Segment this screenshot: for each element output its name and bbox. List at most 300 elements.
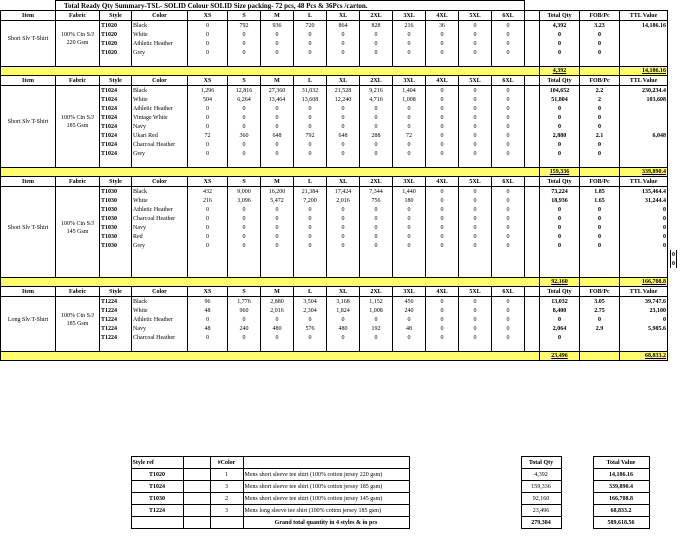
size-qty: 0 [492, 86, 525, 96]
color-name: Black [132, 297, 188, 307]
gap-cell [525, 214, 540, 223]
header-size-xs: XS [188, 177, 228, 187]
style-summary-table [0, 456, 650, 529]
empty-cell [100, 158, 132, 168]
empty-cell [393, 342, 426, 352]
size-qty: 0 [426, 122, 459, 131]
header-size-3xl: 3XL [393, 287, 426, 297]
size-qty: 0 [261, 104, 294, 113]
empty-cell [620, 259, 668, 268]
empty-cell [580, 250, 620, 259]
size-qty: 9,000 [228, 187, 261, 197]
empty-cell [525, 250, 540, 259]
size-qty: 0 [228, 205, 261, 214]
empty-cell [540, 342, 580, 352]
row-total-qty: 0 [540, 149, 580, 158]
size-qty: 0 [188, 232, 228, 241]
header-size-5xl: 5XL [459, 11, 492, 21]
header-size-xs: XS [188, 11, 228, 21]
size-qty: 0 [360, 30, 393, 39]
style-code: T1024 [100, 86, 132, 96]
size-qty: 648 [261, 131, 294, 140]
style-code: T1020 [100, 48, 132, 57]
header-fabric: Fabric [56, 287, 100, 297]
empty-cell [360, 268, 393, 278]
style-code: T1024 [100, 149, 132, 158]
summary-description: Mens long sleeve tee shirt (100% cotton jersey 185 gsm) [243, 505, 409, 517]
empty-cell [580, 259, 620, 268]
summary-qty: 159,336 [521, 481, 561, 493]
empty-cell [525, 259, 540, 268]
size-qty: 21,528 [327, 86, 360, 96]
subtotal-fill [580, 278, 620, 287]
row-total-qty: 8,400 [540, 306, 580, 315]
summary-color-header: #Color [210, 457, 243, 469]
summary-row [0, 493, 649, 505]
header-ttl-value: TTL Value [620, 76, 668, 86]
summary-value-header: Total Value [593, 457, 649, 469]
subtotal-qty: 23,496 [540, 352, 580, 361]
size-qty: 576 [294, 324, 327, 333]
header-size-4xl: 4XL [426, 11, 459, 21]
extra-value: 0 [672, 251, 675, 258]
empty-cell [540, 57, 580, 67]
style-code: T1024 [100, 113, 132, 122]
size-qty: 936 [261, 21, 294, 31]
size-qty: 0 [426, 241, 459, 250]
row-value: 230,234.4 [620, 86, 668, 96]
subtotal-qty: 92,160 [540, 278, 580, 287]
item-name: Short Slv T-Shirt [1, 21, 56, 58]
empty-cell [261, 57, 294, 67]
size-qty: 0 [360, 232, 393, 241]
size-qty: 0 [327, 48, 360, 57]
size-qty: 0 [327, 140, 360, 149]
color-name: Athletic Heather [132, 205, 188, 214]
size-qty: 0 [327, 149, 360, 158]
size-qty: 0 [294, 232, 327, 241]
header-size-5xl: 5XL [459, 177, 492, 187]
size-qty: 17,424 [327, 187, 360, 197]
row-fob: 1.85 [580, 187, 620, 197]
header-size-6xl: 6XL [492, 287, 525, 297]
size-qty: 0 [327, 39, 360, 48]
size-qty: 3,168 [327, 297, 360, 307]
header-size-xs: XS [188, 76, 228, 86]
table-row [1, 122, 677, 131]
subtotal-row [1, 67, 677, 76]
gap-cell [525, 149, 540, 158]
size-qty: 0 [492, 297, 525, 307]
table-row [1, 149, 677, 158]
subtotal-fill [1, 67, 540, 76]
size-qty: 0 [459, 86, 492, 96]
header-size-s: S [228, 11, 261, 21]
table-row [1, 259, 677, 268]
size-qty: 0 [492, 306, 525, 315]
header-size-4xl: 4XL [426, 177, 459, 187]
header-gap [525, 177, 540, 187]
gap-cell [525, 140, 540, 149]
spacer [0, 481, 131, 493]
row-fob: 0 [580, 122, 620, 131]
size-qty: 0 [459, 131, 492, 140]
summary-color-count: 2 [210, 493, 243, 505]
style-code: T1224 [100, 315, 132, 324]
empty-cell [327, 250, 360, 259]
size-qty: 0 [327, 30, 360, 39]
header-fabric: Fabric [56, 76, 100, 86]
size-qty: 0 [360, 140, 393, 149]
size-qty: 0 [459, 104, 492, 113]
gap-cell [525, 196, 540, 205]
empty-cell [327, 57, 360, 67]
empty-cell [426, 342, 459, 352]
spacer [183, 505, 210, 517]
size-qty: 13,608 [294, 95, 327, 104]
size-qty: 0 [327, 333, 360, 342]
header-style: Style [100, 76, 132, 86]
size-qty: 288 [360, 131, 393, 140]
empty-cell [459, 158, 492, 168]
header-size-2xl: 2XL [360, 76, 393, 86]
size-qty: 0 [426, 187, 459, 197]
size-qty: 3,096 [228, 196, 261, 205]
size-qty: 180 [393, 196, 426, 205]
header-size-5xl: 5XL [459, 76, 492, 86]
blank-row [1, 342, 677, 352]
row-total-qty: 0 [540, 113, 580, 122]
size-qty: 0 [492, 223, 525, 232]
subtotal-qty: 159,336 [540, 168, 580, 177]
summary-value: 68,833.2 [593, 505, 649, 517]
empty-cell [360, 259, 393, 268]
size-qty: 0 [188, 113, 228, 122]
spacer [525, 1, 668, 11]
row-fob: 3.05 [580, 297, 620, 307]
header-row [1, 287, 677, 297]
spacer [409, 469, 521, 481]
size-qty: 7,344 [360, 187, 393, 197]
size-qty: 480 [327, 324, 360, 333]
empty-cell [327, 268, 360, 278]
summary-header-row [0, 457, 649, 469]
subtotal-value: 68,833.2 [620, 352, 668, 361]
color-name: Charcoal Heather [132, 140, 188, 149]
gap-cell [525, 324, 540, 333]
style-code: T1030 [100, 187, 132, 197]
blank-row [1, 158, 677, 168]
color-name: Navy [132, 122, 188, 131]
row-value: 14,186.16 [620, 21, 668, 31]
row-total-qty: 0 [540, 39, 580, 48]
size-qty: 1,008 [393, 95, 426, 104]
row-fob: 0 [580, 232, 620, 241]
empty-cell [100, 268, 132, 278]
size-qty: 0 [228, 122, 261, 131]
summary-color-count: 3 [210, 505, 243, 517]
style-code: T1030 [100, 205, 132, 214]
size-qty: 0 [459, 297, 492, 307]
header-size-s: S [228, 287, 261, 297]
row-fob: 2 [580, 95, 620, 104]
color-name: Grey [132, 241, 188, 250]
size-qty: 0 [294, 149, 327, 158]
row-fob: 0 [580, 113, 620, 122]
size-qty: 0 [261, 113, 294, 122]
color-name: Grey [132, 149, 188, 158]
style-code: T1024 [100, 122, 132, 131]
spacer [183, 493, 210, 505]
row-fob [580, 333, 620, 342]
size-qty: 0 [459, 39, 492, 48]
empty-cell [188, 158, 228, 168]
header-fob: FOB/Pc [580, 11, 620, 21]
size-qty: 0 [327, 223, 360, 232]
size-qty: 0 [459, 21, 492, 31]
row-value [620, 104, 668, 113]
size-qty: 96 [188, 297, 228, 307]
summary-style: T1224 [131, 505, 183, 517]
color-name: Charcoal Heather [132, 333, 188, 342]
size-qty: 0 [426, 30, 459, 39]
style-code: T1030 [100, 241, 132, 250]
empty-cell [294, 259, 327, 268]
row-total-qty: 0 [540, 30, 580, 39]
color-name: White [132, 306, 188, 315]
size-qty: 0 [188, 205, 228, 214]
size-qty: 0 [426, 232, 459, 241]
size-qty: 72 [188, 131, 228, 140]
size-qty: 0 [261, 241, 294, 250]
summary-value: 14,186.16 [593, 469, 649, 481]
size-qty: 0 [327, 315, 360, 324]
size-qty: 0 [459, 95, 492, 104]
gap-cell [525, 333, 540, 342]
grand-total-qty: 279,384 [521, 517, 561, 529]
empty-cell [294, 250, 327, 259]
header-total-qty: Total Qty [540, 76, 580, 86]
size-qty: 0 [228, 113, 261, 122]
size-qty: 0 [261, 30, 294, 39]
size-qty: 0 [294, 315, 327, 324]
row-value: 0 [620, 232, 668, 241]
row-fob: 1.65 [580, 196, 620, 205]
size-qty: 1,776 [228, 297, 261, 307]
row-total-qty: 0 [540, 205, 580, 214]
size-qty: 0 [459, 306, 492, 315]
color-name: Athletic Heather [132, 315, 188, 324]
header-item: Item [1, 11, 56, 21]
size-qty: 0 [459, 113, 492, 122]
size-qty: 0 [459, 214, 492, 223]
subtotal-qty: 4,392 [540, 67, 580, 76]
row-fob: 2.2 [580, 86, 620, 96]
empty-cell [228, 259, 261, 268]
header-size-4xl: 4XL [426, 287, 459, 297]
empty-cell [525, 268, 540, 278]
empty-cell [620, 250, 668, 259]
grand-total-value: 589,618.56 [593, 517, 649, 529]
size-qty: 0 [492, 39, 525, 48]
header-item: Item [1, 76, 56, 86]
spacer [409, 457, 521, 469]
size-qty: 0 [393, 223, 426, 232]
color-name: Athletic Heather [132, 104, 188, 113]
summary-description: Mens short sleeve tee shirt (100% cotton jersey 220 gsm) [243, 469, 409, 481]
row-value: 39,747.6 [620, 297, 668, 307]
size-qty: 9,216 [360, 86, 393, 96]
size-qty: 0 [360, 113, 393, 122]
fabric-name: 100% Ctn S/J 185 Gsm [56, 297, 100, 343]
size-qty: 0 [327, 205, 360, 214]
blank-row [1, 268, 677, 278]
size-qty: 0 [459, 149, 492, 158]
empty-cell [132, 259, 188, 268]
size-qty: 0 [426, 315, 459, 324]
size-qty: 0 [393, 149, 426, 158]
size-qty: 0 [492, 131, 525, 140]
style-code: T1024 [100, 95, 132, 104]
empty-cell [620, 57, 668, 67]
table-row [1, 131, 677, 140]
size-qty: 7,200 [294, 196, 327, 205]
color-name: Athletic Heather [132, 39, 188, 48]
subtotal-fill [580, 352, 620, 361]
spacer [183, 481, 210, 493]
header-total-qty: Total Qty [540, 177, 580, 187]
row-total-qty: 2,064 [540, 324, 580, 333]
color-name: Black [132, 86, 188, 96]
size-qty: 0 [261, 333, 294, 342]
size-qty: 0 [393, 205, 426, 214]
summary-qty: 23,496 [521, 505, 561, 517]
empty-cell [100, 57, 132, 67]
summary-value: 339,890.4 [593, 481, 649, 493]
size-qty: 0 [426, 113, 459, 122]
size-qty: 0 [188, 241, 228, 250]
table-row [1, 223, 677, 232]
spacer [0, 469, 131, 481]
size-qty: 0 [492, 48, 525, 57]
subtotal-fill [1, 168, 540, 177]
header-total-qty: Total Qty [540, 11, 580, 21]
size-qty: 0 [393, 232, 426, 241]
row-fob: 2.75 [580, 306, 620, 315]
size-qty: 480 [261, 324, 294, 333]
empty-cell [56, 57, 100, 67]
spacer [183, 469, 210, 481]
size-qty: 5,472 [261, 196, 294, 205]
row-total-qty: 51,804 [540, 95, 580, 104]
size-qty: 0 [426, 95, 459, 104]
size-qty: 0 [426, 149, 459, 158]
empty-cell [459, 268, 492, 278]
empty-cell [100, 259, 132, 268]
size-qty: 0 [294, 39, 327, 48]
size-qty: 456 [393, 297, 426, 307]
spacer [409, 493, 521, 505]
gap-cell [525, 113, 540, 122]
style-code: T1030 [100, 232, 132, 241]
size-qty: 0 [360, 223, 393, 232]
size-qty: 0 [360, 104, 393, 113]
size-qty: 0 [261, 39, 294, 48]
size-qty: 0 [294, 30, 327, 39]
size-qty: 0 [459, 140, 492, 149]
blank-row [1, 57, 677, 67]
size-qty: 1,440 [393, 187, 426, 197]
fabric-name: 100% Ctn S/J 145 Gsm [56, 187, 100, 269]
table-row [1, 250, 677, 259]
table-row [1, 232, 677, 241]
header-total-qty: Total Qty [540, 287, 580, 297]
color-name: Vintage White [132, 113, 188, 122]
header-size-xl: XL [327, 177, 360, 187]
table-row [1, 196, 677, 205]
size-qty: 0 [492, 113, 525, 122]
color-name: White [132, 196, 188, 205]
size-qty: 0 [393, 140, 426, 149]
size-qty: 0 [261, 140, 294, 149]
summary-style: T1020 [131, 469, 183, 481]
gap-cell [525, 122, 540, 131]
empty-cell [459, 259, 492, 268]
row-value: 23,100 [620, 306, 668, 315]
size-qty: 0 [393, 333, 426, 342]
empty-cell [1, 57, 56, 67]
size-qty: 0 [393, 214, 426, 223]
size-qty: 31,032 [294, 86, 327, 96]
size-qty: 0 [327, 214, 360, 223]
size-qty: 216 [393, 21, 426, 31]
spacer [409, 517, 521, 529]
empty-cell [132, 250, 188, 259]
color-name: Red [132, 232, 188, 241]
table-row [1, 241, 677, 250]
empty-cell [492, 57, 525, 67]
row-total-qty: 0 [540, 315, 580, 324]
empty-cell [188, 250, 228, 259]
size-qty: 0 [327, 241, 360, 250]
size-qty: 13,464 [261, 95, 294, 104]
gap-cell [525, 95, 540, 104]
size-qty: 0 [459, 48, 492, 57]
size-qty: 360 [228, 131, 261, 140]
row-total-qty: 18,936 [540, 196, 580, 205]
empty-cell [360, 57, 393, 67]
row-total-qty: 0 [540, 48, 580, 57]
table-row [1, 39, 677, 48]
size-qty: 792 [228, 21, 261, 31]
table-row [1, 214, 677, 223]
subtotal-row [1, 352, 677, 361]
spacer [1, 1, 56, 11]
row-total-qty: 104,652 [540, 86, 580, 96]
size-qty: 0 [459, 196, 492, 205]
empty-cell [426, 268, 459, 278]
size-qty: 0 [228, 149, 261, 158]
size-qty: 0 [294, 122, 327, 131]
header-size-l: L [294, 11, 327, 21]
header-size-m: M [261, 11, 294, 21]
style-code: T1020 [100, 39, 132, 48]
row-fob: 0 [580, 48, 620, 57]
size-qty: 12,816 [228, 86, 261, 96]
empty-cell [492, 268, 525, 278]
subtotal-value: 166,708.8 [620, 278, 668, 287]
empty-cell [132, 57, 188, 67]
